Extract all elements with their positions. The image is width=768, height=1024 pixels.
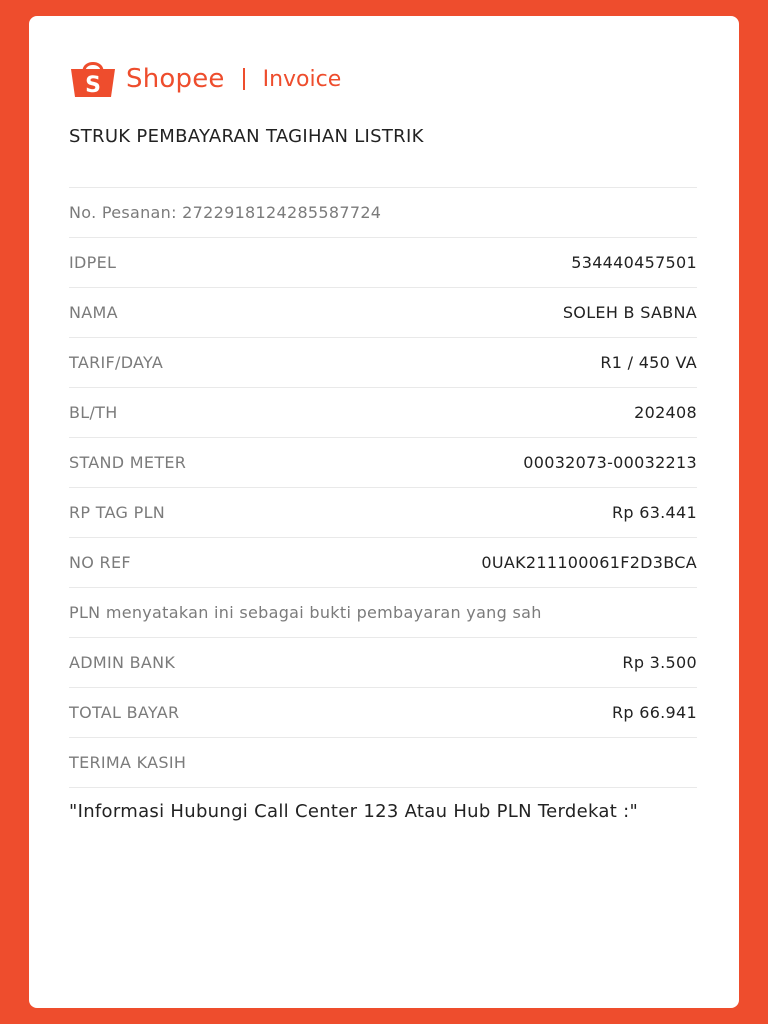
row-value: 534440457501 — [571, 253, 697, 272]
row-label: IDPEL — [69, 253, 117, 272]
shopee-bag-icon — [69, 59, 117, 99]
payment-statement: PLN menyatakan ini sebagai bukti pembayaran yang sah — [69, 603, 542, 622]
svg-text:S: S — [85, 73, 101, 98]
row-label: BL/TH — [69, 403, 118, 422]
row-value: SOLEH B SABNA — [562, 303, 697, 322]
row-tarif-daya — [69, 337, 697, 387]
invoice-card — [29, 16, 739, 1008]
brand-name: Shopee — [126, 64, 225, 94]
invoice-header — [69, 59, 341, 99]
row-bl-th — [69, 387, 697, 437]
row-value: 0UAK211100061F2D3BCA — [481, 553, 697, 572]
row-total-bayar — [69, 687, 697, 737]
row-value: Rp 3.500 — [622, 653, 697, 672]
row-label: RP TAG PLN — [69, 503, 166, 522]
row-label: STAND METER — [69, 453, 187, 472]
row-value: 202408 — [634, 403, 697, 422]
row-label: NO REF — [69, 553, 131, 572]
row-value: 00032073-00032213 — [523, 453, 697, 472]
row-label: NAMA — [69, 303, 118, 322]
closing-text: TERIMA KASIH — [69, 753, 187, 772]
closing-row — [69, 737, 697, 788]
row-value: R1 / 450 VA — [600, 353, 697, 372]
row-rp-tag-pln — [69, 487, 697, 537]
header-divider — [243, 68, 245, 90]
section-title: Invoice — [262, 66, 342, 92]
order-number: No. Pesanan: 2722918124285587724 — [69, 203, 382, 222]
row-label: TARIF/DAYA — [69, 353, 164, 372]
row-no-ref — [69, 537, 697, 587]
row-label: ADMIN BANK — [69, 653, 176, 672]
row-idpel — [69, 237, 697, 287]
row-nama — [69, 287, 697, 337]
footer-note: "Informasi Hubungi Call Center 123 Atau Hub PLN Terdekat :" — [69, 801, 639, 822]
row-stand-meter — [69, 437, 697, 487]
row-label: TOTAL BAYAR — [69, 703, 180, 722]
order-number-row — [69, 187, 697, 237]
receipt-rows — [69, 187, 697, 788]
statement-row — [69, 587, 697, 637]
receipt-title: STRUK PEMBAYARAN TAGIHAN LISTRIK — [69, 126, 424, 147]
row-value: Rp 63.441 — [611, 503, 697, 522]
row-value: Rp 66.941 — [611, 703, 697, 722]
row-admin-bank — [69, 637, 697, 687]
